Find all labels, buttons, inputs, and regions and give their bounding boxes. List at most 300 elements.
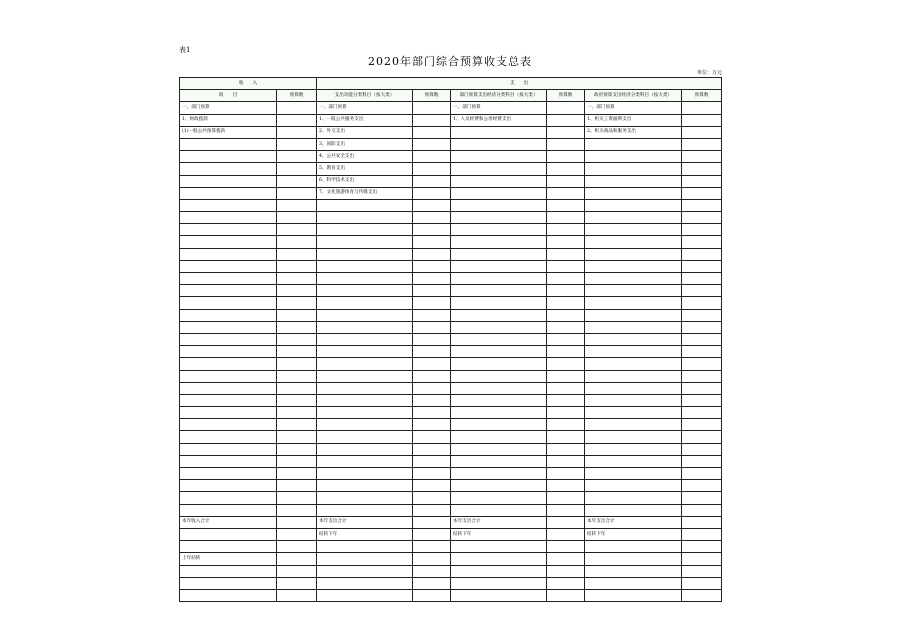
budget-amount-cell xyxy=(547,431,585,443)
item-label-cell xyxy=(180,382,277,394)
budget-amount-cell xyxy=(277,443,317,455)
table-row xyxy=(180,309,722,321)
item-label-cell xyxy=(317,577,413,589)
budget-amount-cell xyxy=(682,321,722,333)
item-label-cell xyxy=(585,224,682,236)
item-label-cell xyxy=(180,260,277,272)
budget-amount-cell xyxy=(682,480,722,492)
budget-amount-cell xyxy=(413,321,451,333)
budget-amount-cell xyxy=(682,138,722,150)
budget-amount-cell xyxy=(277,455,317,467)
item-label-cell: 本年支出合计 xyxy=(585,516,682,528)
item-label-cell xyxy=(180,224,277,236)
table-row xyxy=(180,504,722,516)
item-label-cell xyxy=(317,589,413,601)
budget-amount-cell xyxy=(413,407,451,419)
budget-amount-cell xyxy=(413,224,451,236)
item-label-cell: 本年支出合计 xyxy=(317,516,413,528)
budget-amount-cell xyxy=(547,248,585,260)
item-label-cell xyxy=(180,333,277,345)
budget-amount-cell xyxy=(547,163,585,175)
item-label-cell xyxy=(585,394,682,406)
table-row xyxy=(180,285,722,297)
item-label-cell xyxy=(180,419,277,431)
table-row xyxy=(180,163,722,175)
item-label-cell xyxy=(317,455,413,467)
item-label-cell xyxy=(451,297,547,309)
budget-amount-cell xyxy=(547,126,585,138)
item-label-cell: 2、外交支出 xyxy=(317,126,413,138)
item-label-cell xyxy=(585,492,682,504)
item-label-cell xyxy=(585,358,682,370)
budget-amount-cell xyxy=(277,333,317,345)
item-label-cell xyxy=(451,431,547,443)
budget-amount-cell xyxy=(547,151,585,163)
item-label-cell xyxy=(317,480,413,492)
table-row xyxy=(180,175,722,187)
budget-amount-cell xyxy=(547,504,585,516)
item-label-cell xyxy=(451,382,547,394)
table-row xyxy=(180,382,722,394)
budget-amount-cell xyxy=(547,138,585,150)
item-label-cell xyxy=(180,138,277,150)
budget-amount-cell xyxy=(547,321,585,333)
item-label-cell xyxy=(451,224,547,236)
table-row xyxy=(180,455,722,467)
budget-amount-cell xyxy=(682,492,722,504)
item-label-cell xyxy=(180,175,277,187)
item-label-cell xyxy=(180,407,277,419)
table-row xyxy=(180,151,722,163)
item-label-cell xyxy=(180,468,277,480)
item-label-cell xyxy=(180,504,277,516)
item-label-cell xyxy=(180,443,277,455)
budget-amount-cell xyxy=(682,516,722,528)
group-header-row xyxy=(180,78,722,90)
budget-amount-cell xyxy=(682,175,722,187)
budget-amount-cell xyxy=(277,248,317,260)
budget-amount-cell xyxy=(277,260,317,272)
item-label-cell xyxy=(451,321,547,333)
item-label-cell xyxy=(451,309,547,321)
table-row xyxy=(180,126,722,138)
item-label-cell xyxy=(585,297,682,309)
budget-amount-cell xyxy=(547,309,585,321)
item-label-cell xyxy=(585,443,682,455)
item-label-cell xyxy=(317,248,413,260)
budget-amount-cell xyxy=(413,480,451,492)
budget-amount-cell xyxy=(547,516,585,528)
budget-amount-cell xyxy=(413,553,451,565)
item-label-cell xyxy=(317,370,413,382)
item-label-cell xyxy=(180,297,277,309)
item-label-cell xyxy=(180,346,277,358)
budget-amount-cell xyxy=(277,589,317,601)
budget-amount-cell xyxy=(413,382,451,394)
budget-amount-cell xyxy=(547,260,585,272)
item-label-cell xyxy=(180,309,277,321)
item-label-cell xyxy=(180,285,277,297)
budget-amount-cell xyxy=(277,273,317,285)
table-row xyxy=(180,273,722,285)
item-label-cell: 一、部门预算 xyxy=(451,102,547,114)
col-item-header: 项 目 xyxy=(180,90,277,102)
item-label-cell: 6、科学技术支出 xyxy=(317,175,413,187)
budget-amount-cell xyxy=(413,577,451,589)
budget-amount-cell xyxy=(682,285,722,297)
budget-amount-cell xyxy=(682,126,722,138)
budget-amount-cell xyxy=(413,285,451,297)
budget-amount-cell xyxy=(682,248,722,260)
item-label-cell xyxy=(585,151,682,163)
item-label-cell xyxy=(451,187,547,199)
budget-amount-cell xyxy=(682,541,722,553)
budget-amount-cell xyxy=(277,321,317,333)
budget-amount-cell xyxy=(277,528,317,540)
budget-amount-cell xyxy=(682,199,722,211)
item-label-cell xyxy=(585,260,682,272)
item-label-cell xyxy=(451,358,547,370)
table-row xyxy=(180,492,722,504)
table-row xyxy=(180,102,722,114)
item-label-cell xyxy=(317,407,413,419)
item-label-cell xyxy=(317,199,413,211)
table-row xyxy=(180,516,722,528)
budget-amount-cell xyxy=(547,236,585,248)
item-label-cell xyxy=(317,260,413,272)
item-label-cell xyxy=(585,187,682,199)
budget-amount-cell xyxy=(413,175,451,187)
item-label-cell xyxy=(585,419,682,431)
budget-amount-cell xyxy=(413,236,451,248)
col-econ-header: 部门预算支出经济分类科目（按大类） xyxy=(451,90,547,102)
budget-amount-cell xyxy=(682,151,722,163)
budget-amount-cell xyxy=(547,297,585,309)
item-label-cell: 1、人员经费和公用经费支出 xyxy=(451,114,547,126)
item-label-cell xyxy=(451,175,547,187)
table-row xyxy=(180,528,722,540)
item-label-cell xyxy=(451,407,547,419)
budget-amount-cell xyxy=(682,346,722,358)
item-label-cell xyxy=(317,224,413,236)
budget-amount-cell xyxy=(547,492,585,504)
budget-amount-cell xyxy=(547,565,585,577)
budget-amount-cell xyxy=(547,468,585,480)
item-label-cell: 一、部门预算 xyxy=(585,102,682,114)
budget-amount-cell xyxy=(277,407,317,419)
unit-label: 单位：万元 xyxy=(696,70,722,76)
item-label-cell xyxy=(317,541,413,553)
item-label-cell xyxy=(317,443,413,455)
budget-amount-cell xyxy=(682,370,722,382)
item-label-cell xyxy=(585,175,682,187)
budget-amount-cell xyxy=(547,407,585,419)
budget-amount-cell xyxy=(682,333,722,345)
budget-amount-cell xyxy=(682,565,722,577)
table-row xyxy=(180,224,722,236)
table-row xyxy=(180,321,722,333)
budget-amount-cell xyxy=(413,248,451,260)
budget-amount-cell xyxy=(682,394,722,406)
item-label-cell xyxy=(317,212,413,224)
item-label-cell xyxy=(585,468,682,480)
budget-amount-cell xyxy=(682,163,722,175)
col-budget-header: 预算数 xyxy=(277,90,317,102)
item-label-cell: 2、机关商品和服务支出 xyxy=(585,126,682,138)
item-label-cell: 结转下年 xyxy=(317,528,413,540)
budget-amount-cell xyxy=(277,541,317,553)
item-label-cell xyxy=(451,480,547,492)
budget-amount-cell xyxy=(413,297,451,309)
budget-amount-cell xyxy=(413,565,451,577)
item-label-cell xyxy=(585,321,682,333)
table-row xyxy=(180,236,722,248)
budget-amount-cell xyxy=(682,236,722,248)
budget-amount-cell xyxy=(682,309,722,321)
budget-amount-cell xyxy=(277,504,317,516)
budget-amount-cell xyxy=(277,565,317,577)
budget-amount-cell xyxy=(413,309,451,321)
item-label-cell xyxy=(451,273,547,285)
budget-amount-cell xyxy=(277,577,317,589)
income-group-header: 收 入 xyxy=(180,78,317,90)
budget-amount-cell xyxy=(682,468,722,480)
budget-amount-cell xyxy=(413,358,451,370)
item-label-cell xyxy=(317,285,413,297)
budget-amount-cell xyxy=(277,553,317,565)
item-label-cell xyxy=(451,370,547,382)
budget-amount-cell xyxy=(547,589,585,601)
budget-amount-cell xyxy=(547,187,585,199)
budget-amount-cell xyxy=(277,346,317,358)
item-label-cell: 1、机关工资福利支出 xyxy=(585,114,682,126)
budget-amount-cell xyxy=(682,260,722,272)
item-label-cell: 1、财政拨款 xyxy=(180,114,277,126)
table-row xyxy=(180,589,722,601)
item-label-cell xyxy=(317,492,413,504)
item-label-cell xyxy=(317,236,413,248)
item-label-cell xyxy=(585,248,682,260)
item-label-cell xyxy=(451,138,547,150)
budget-amount-cell xyxy=(682,297,722,309)
budget-amount-cell xyxy=(413,516,451,528)
budget-amount-cell xyxy=(413,504,451,516)
item-label-cell: 1、一般公共服务支出 xyxy=(317,114,413,126)
item-label-cell: (1)一般公共预算拨款 xyxy=(180,126,277,138)
budget-amount-cell xyxy=(277,212,317,224)
item-label-cell xyxy=(317,419,413,431)
item-label-cell xyxy=(451,419,547,431)
item-label-cell xyxy=(585,333,682,345)
item-label-cell xyxy=(317,346,413,358)
item-label-cell xyxy=(180,431,277,443)
item-label-cell xyxy=(451,333,547,345)
budget-amount-cell xyxy=(277,224,317,236)
item-label-cell xyxy=(317,394,413,406)
budget-amount-cell xyxy=(547,419,585,431)
item-label-cell xyxy=(451,126,547,138)
budget-amount-cell xyxy=(277,285,317,297)
budget-amount-cell xyxy=(277,516,317,528)
budget-amount-cell xyxy=(277,236,317,248)
item-label-cell xyxy=(585,541,682,553)
budget-amount-cell xyxy=(682,589,722,601)
table-row xyxy=(180,407,722,419)
budget-amount-cell xyxy=(547,114,585,126)
budget-amount-cell xyxy=(413,589,451,601)
budget-amount-cell xyxy=(413,346,451,358)
budget-amount-cell xyxy=(277,199,317,211)
budget-amount-cell xyxy=(547,541,585,553)
item-label-cell xyxy=(451,260,547,272)
budget-amount-cell xyxy=(547,528,585,540)
budget-amount-cell xyxy=(682,528,722,540)
item-label-cell: 上年结转 xyxy=(180,553,277,565)
budget-amount-cell xyxy=(277,382,317,394)
item-label-cell xyxy=(451,565,547,577)
budget-amount-cell xyxy=(547,212,585,224)
budget-amount-cell xyxy=(413,455,451,467)
item-label-cell xyxy=(180,480,277,492)
budget-amount-cell xyxy=(413,431,451,443)
table-row xyxy=(180,553,722,565)
item-label-cell xyxy=(585,370,682,382)
item-label-cell xyxy=(585,553,682,565)
item-label-cell xyxy=(180,492,277,504)
item-label-cell xyxy=(317,431,413,443)
budget-amount-cell xyxy=(682,382,722,394)
sheet-number: 表1 xyxy=(179,46,191,54)
budget-amount-cell xyxy=(277,126,317,138)
budget-amount-cell xyxy=(413,199,451,211)
budget-amount-cell xyxy=(547,102,585,114)
budget-amount-cell xyxy=(413,443,451,455)
budget-amount-cell xyxy=(413,468,451,480)
item-label-cell xyxy=(585,407,682,419)
item-label-cell xyxy=(585,382,682,394)
item-label-cell xyxy=(317,553,413,565)
item-label-cell xyxy=(585,273,682,285)
item-label-cell xyxy=(585,480,682,492)
budget-amount-cell xyxy=(547,273,585,285)
item-label-cell xyxy=(180,589,277,601)
budget-amount-cell xyxy=(413,541,451,553)
item-label-cell xyxy=(585,431,682,443)
table-row xyxy=(180,577,722,589)
item-label-cell xyxy=(585,504,682,516)
budget-amount-cell xyxy=(277,492,317,504)
budget-amount-cell xyxy=(547,199,585,211)
budget-amount-cell xyxy=(682,224,722,236)
item-label-cell xyxy=(451,504,547,516)
item-label-cell xyxy=(317,273,413,285)
budget-amount-cell xyxy=(277,358,317,370)
item-label-cell xyxy=(180,151,277,163)
item-label-cell xyxy=(585,236,682,248)
item-label-cell xyxy=(180,187,277,199)
table-row xyxy=(180,468,722,480)
item-label-cell xyxy=(451,589,547,601)
budget-amount-cell xyxy=(277,187,317,199)
budget-amount-cell xyxy=(682,407,722,419)
item-label-cell xyxy=(180,565,277,577)
col-budget-header: 预算数 xyxy=(413,90,451,102)
table-row xyxy=(180,297,722,309)
item-label-cell xyxy=(317,321,413,333)
item-label-cell xyxy=(585,199,682,211)
budget-amount-cell xyxy=(682,419,722,431)
item-label-cell xyxy=(317,333,413,345)
budget-amount-cell xyxy=(682,187,722,199)
budget-amount-cell xyxy=(547,443,585,455)
item-label-cell xyxy=(451,492,547,504)
budget-amount-cell xyxy=(277,297,317,309)
item-label-cell xyxy=(317,504,413,516)
item-label-cell xyxy=(585,138,682,150)
budget-amount-cell xyxy=(413,212,451,224)
item-label-cell: 4、公共安全支出 xyxy=(317,151,413,163)
item-label-cell xyxy=(451,151,547,163)
budget-amount-cell xyxy=(277,394,317,406)
table-row xyxy=(180,443,722,455)
table-row xyxy=(180,394,722,406)
item-label-cell xyxy=(585,163,682,175)
table-row xyxy=(180,138,722,150)
budget-amount-cell xyxy=(277,419,317,431)
budget-amount-cell xyxy=(682,358,722,370)
item-label-cell xyxy=(180,455,277,467)
item-label-cell xyxy=(451,163,547,175)
item-label-cell: 3、国防支出 xyxy=(317,138,413,150)
expense-group-header: 支 出 xyxy=(317,78,722,90)
col-budget-header: 预算数 xyxy=(682,90,722,102)
item-label-cell xyxy=(317,468,413,480)
item-label-cell xyxy=(451,212,547,224)
table-row xyxy=(180,565,722,577)
item-label-cell xyxy=(585,589,682,601)
item-label-cell xyxy=(451,346,547,358)
budget-amount-cell xyxy=(277,468,317,480)
item-label-cell xyxy=(180,358,277,370)
budget-amount-cell xyxy=(547,480,585,492)
budget-amount-cell xyxy=(277,114,317,126)
table-body xyxy=(180,102,722,602)
budget-amount-cell xyxy=(277,138,317,150)
budget-amount-cell xyxy=(413,163,451,175)
item-label-cell xyxy=(451,443,547,455)
item-label-cell: 一、部门预算 xyxy=(180,102,277,114)
item-label-cell xyxy=(585,346,682,358)
budget-amount-cell xyxy=(413,187,451,199)
budget-amount-cell xyxy=(413,260,451,272)
budget-amount-cell xyxy=(277,102,317,114)
item-label-cell xyxy=(585,577,682,589)
budget-amount-cell xyxy=(277,175,317,187)
table-row xyxy=(180,260,722,272)
item-label-cell: 结转下年 xyxy=(585,528,682,540)
budget-amount-cell xyxy=(413,102,451,114)
col-budget-header: 预算数 xyxy=(547,90,585,102)
item-label-cell xyxy=(451,285,547,297)
item-label-cell xyxy=(180,163,277,175)
budget-amount-cell xyxy=(413,419,451,431)
item-label-cell xyxy=(451,541,547,553)
budget-amount-cell xyxy=(277,480,317,492)
budget-amount-cell xyxy=(547,346,585,358)
table-row xyxy=(180,248,722,260)
item-label-cell xyxy=(180,248,277,260)
item-label-cell xyxy=(180,273,277,285)
